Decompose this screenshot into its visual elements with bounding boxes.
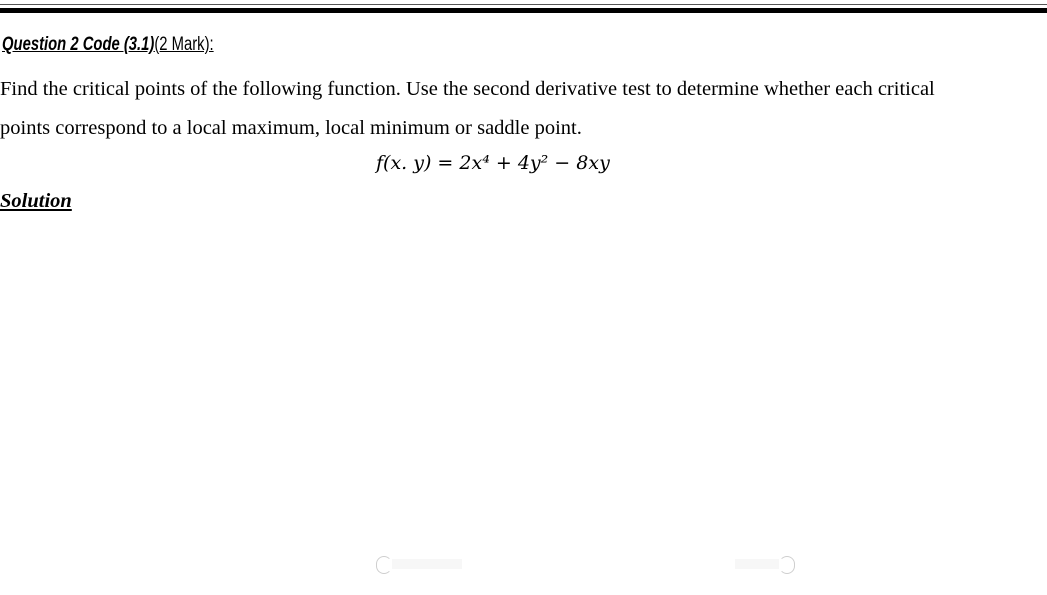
function-equation (376, 152, 610, 174)
problem-line-1: Find the critical points of the following function. Use the second derivative test to determine whether each critical (0, 78, 935, 100)
equation-lhs: f(x. y) = (376, 152, 454, 174)
faint-bracket-right-icon (779, 556, 795, 574)
question-heading (2, 34, 214, 56)
question-title: Question 2 Code (3.1) (2, 34, 155, 55)
faint-scroll-band-left (392, 559, 462, 569)
equation-rhs: 2x⁴ + 4y² − 8xy (459, 152, 610, 174)
faint-scroll-band-right (735, 559, 779, 569)
question-marks: (2 Mark): (154, 34, 214, 55)
problem-statement (0, 70, 1040, 148)
top-border-rule (0, 8, 1047, 13)
solution-heading: Solution (0, 190, 72, 212)
top-thin-rule (0, 4, 1047, 5)
problem-line-2: points correspond to a local maximum, local minimum or saddle point. (0, 117, 582, 139)
faint-bracket-left-icon (376, 556, 392, 574)
